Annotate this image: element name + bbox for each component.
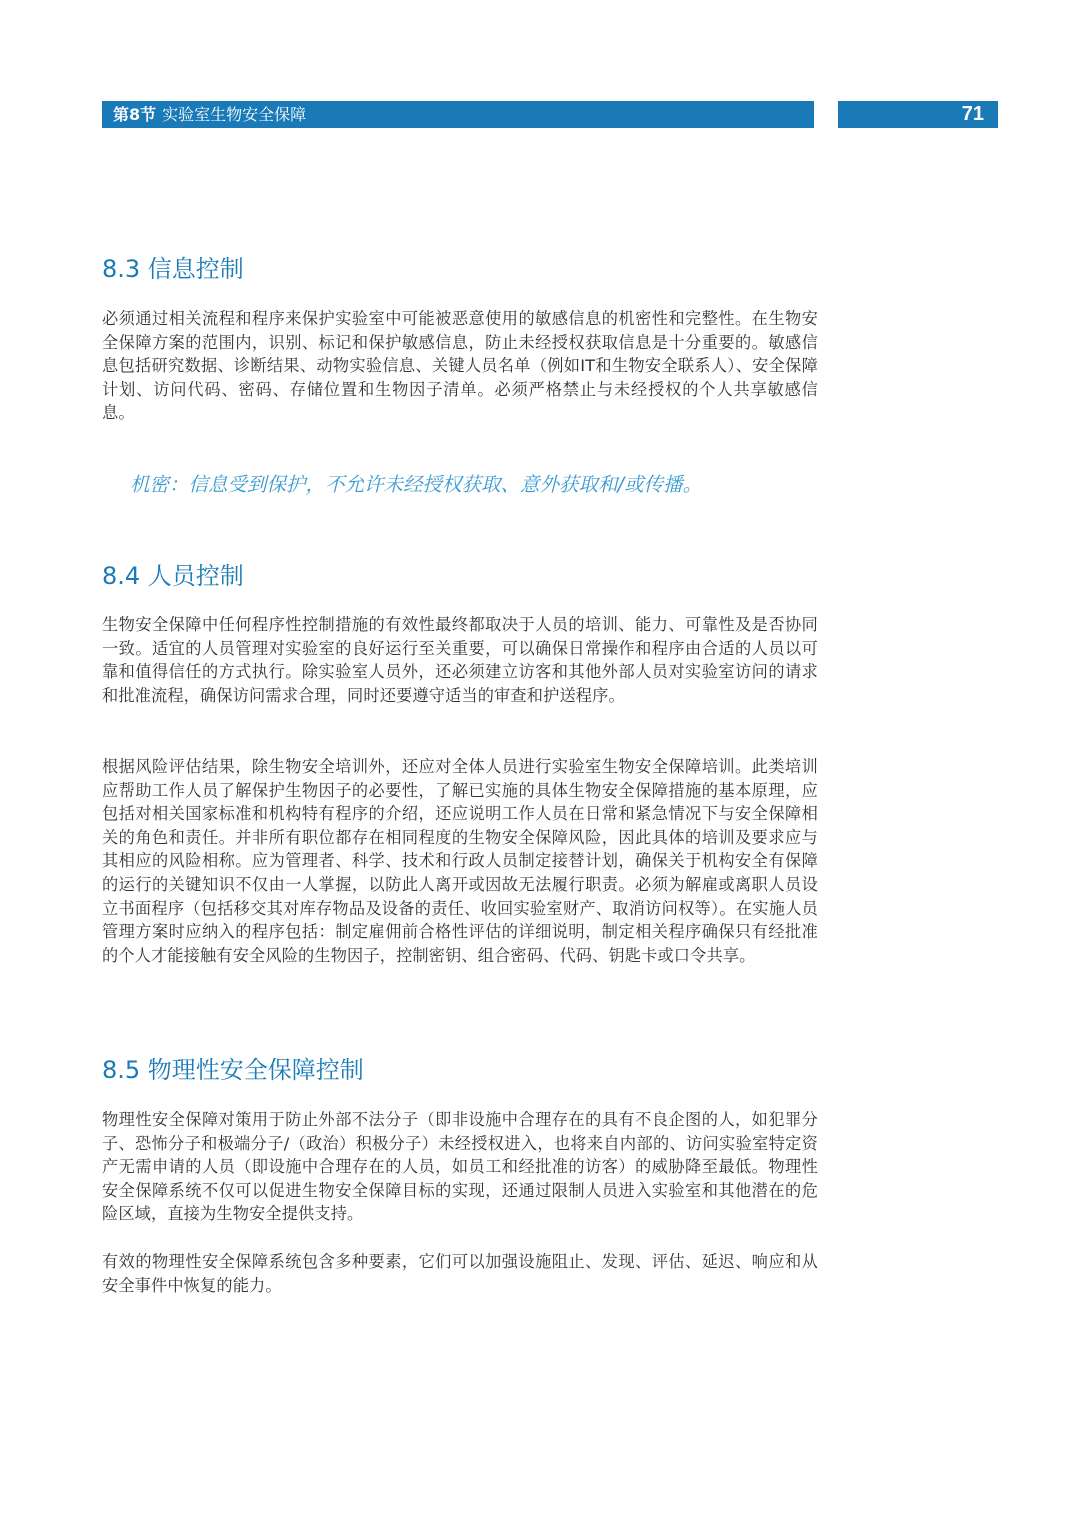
section-number: 第8节 [113, 105, 157, 124]
confidentiality-quote: 机密：信息受到保护，不允许未经授权获取、意外获取和/或传播。 [130, 473, 703, 496]
page-number: 71 [838, 101, 998, 128]
paragraph-physical-security-1: 物理性安全保障对策用于防止外部不法分子（即非设施中合理存在的具有不良企图的人，如犯罪分子、恐怖分子和极端分子/（政治）积极分子）未经授权进入，也将来自内部的、访问实验室特定资产无需申请的人员（即设施中合理存在的人员，如员工和经批准的访客）的威胁降至最低。物理性安全保障系统不仅可以促进生物安全保障目标的实现，还通过限制人员进入实验室和其他潜在的危险区域，直接为生物安全提供支持。 [102, 1110, 818, 1224]
heading-personnel-control: 8.4 人员控制 [102, 562, 244, 590]
paragraph-physical-security-2: 有效的物理性安全保障系统包含多种要素，它们可以加强设施阻止、发现、评估、延迟、响应和从安全事件中恢复的能力。 [102, 1252, 818, 1295]
section-title: 实验室生物安全保障 [162, 105, 307, 124]
heading-information-control: 8.3 信息控制 [102, 255, 244, 283]
heading-physical-security-control: 8.5 物理性安全保障控制 [102, 1056, 364, 1084]
paragraph-personnel-control-1: 生物安全保障中任何程序性控制措施的有效性最终都取决于人员的培训、能力、可靠性及是否协同一致。适宜的人员管理对实验室的良好运行至关重要，可以确保日常操作和程序由合适的人员以可靠和值得信任的方式执行。除实验室人员外，还必须建立访客和其他外部人员对实验室访问的请求和批准流程，确保访问需求合理，同时还要遵守适当的审查和护送程序。 [102, 615, 818, 705]
paragraph-personnel-control-2: 根据风险评估结果，除生物安全培训外，还应对全体人员进行实验室生物安全保障培训。此类培训应帮助工作人员了解保护生物因子的必要性，了解已实施的具体生物安全保障措施的基本原理，应包括对相关国家标准和机构特有程序的介绍，还应说明工作人员在日常和紧急情况下与安全保障相关的角色和责任。并非所有职位都存在相同程度的生物安全保障风险，因此具体的培训及要求应与其相应的风险相称。应为管理者、科学、技术和行政人员制定接替计划，确保关于机构安全有保障的运行的关键知识不仅由一人掌握，以防此人离开或因故无法履行职责。必须为解雇或离职人员设立书面程序（包括移交其对库存物品及设备的责任、收回实验室财产、取消访问权等）。在实施人员管理方案时应纳入的程序包括：制定雇佣前合格性评估的详细说明，制定相关程序确保只有经批准的个人才能接触有安全风险的生物因子，控制密钥、组合密码、代码、钥匙卡或口令共享。 [102, 757, 818, 965]
paragraph-information-control: 必须通过相关流程和程序来保护实验室中可能被恶意使用的敏感信息的机密性和完整性。在生物安全保障方案的范围内，识别、标记和保护敏感信息，防止未经授权获取信息是十分重要的。敏感信息包括研究数据、诊断结果、动物实验信息、关键人员名单（例如IT和生物安全联系人）、安全保障计划、访问代码、密码、存储位置和生物因子清单。必须严格禁止与未经授权的个人共享敏感信息。 [102, 309, 818, 423]
chapter-header-bar [102, 101, 814, 128]
